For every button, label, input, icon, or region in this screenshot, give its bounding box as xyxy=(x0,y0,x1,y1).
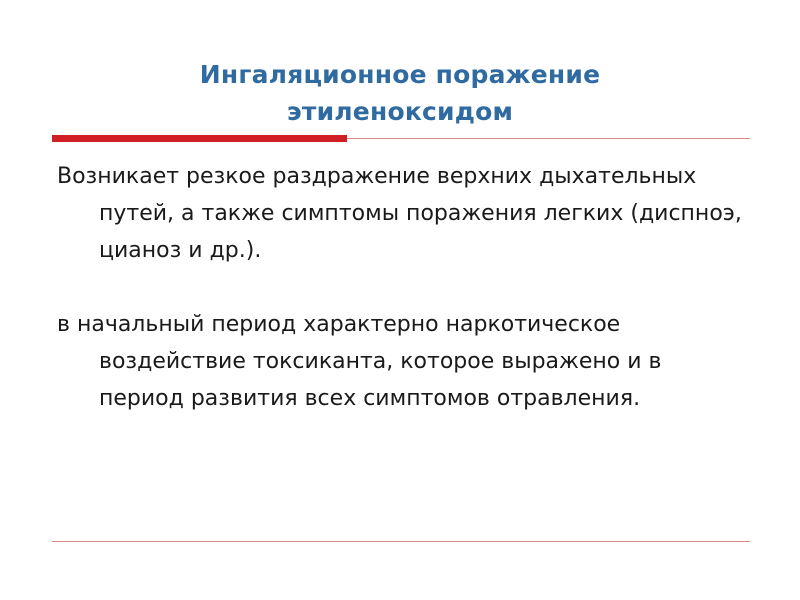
body-paragraph-2: в начальный период характерно наркотическое воздействие токсиканта, которое выражено и в период развития всех симптомов отравления. xyxy=(57,312,662,411)
body-paragraph-1: Возникает резкое раздражение верхних дыхательных путей, а также симптомы поражения легких (диспноэ, цианоз и др.). xyxy=(57,164,742,263)
slide-title: Ингаляционное поражение этиленоксидом xyxy=(199,60,601,126)
header-accent-bar xyxy=(52,135,347,142)
slide-body xyxy=(57,158,747,417)
footer-divider-line xyxy=(52,541,750,542)
